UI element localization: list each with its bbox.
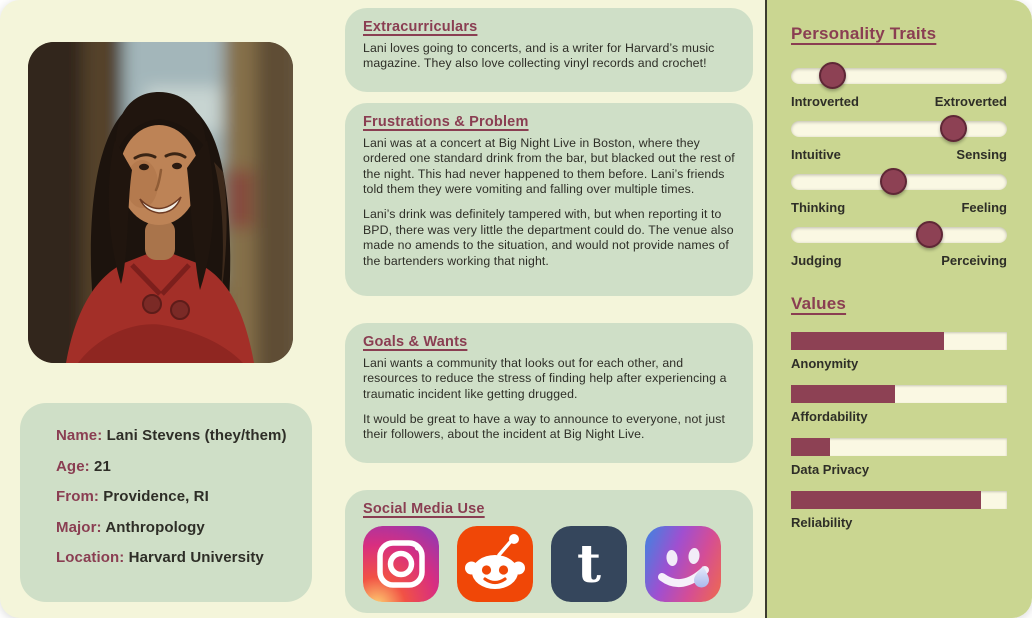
bar-fill bbox=[791, 438, 830, 456]
instagram-icon[interactable] bbox=[363, 526, 439, 602]
personality-traits-title: Personality Traits bbox=[791, 24, 937, 43]
slider-knob[interactable] bbox=[819, 62, 846, 89]
section-paragraph: It would be great to have a way to announce to everyone, not just their followers, about the incident at Big Night Live. bbox=[363, 412, 725, 442]
section-paragraph: Lani loves going to concerts, and is a writer for Harvard’s music magazine. They also love collecting vinyl records and crochet! bbox=[363, 41, 715, 71]
slider-label-right: Sensing bbox=[956, 147, 1007, 162]
value-bar-data-privacy bbox=[791, 438, 1007, 477]
profile-info-card bbox=[20, 403, 312, 602]
slider-label-right: Feeling bbox=[961, 200, 1007, 215]
bar-fill bbox=[791, 491, 981, 509]
social-icons-row bbox=[363, 526, 735, 602]
field-value: 21 bbox=[89, 457, 111, 475]
slider-track[interactable] bbox=[791, 68, 1007, 84]
bar-fill bbox=[791, 385, 895, 403]
section-title: Social Media Use bbox=[363, 501, 485, 517]
right-panel bbox=[765, 0, 1032, 618]
section-title: Extracurriculars bbox=[363, 19, 478, 35]
bar-track bbox=[791, 385, 1007, 403]
slider-label-left: Intuitive bbox=[791, 147, 841, 162]
profile-field-name bbox=[56, 427, 298, 444]
profile-field-age bbox=[56, 458, 298, 475]
frustrations-section bbox=[345, 103, 753, 296]
reddit-icon[interactable] bbox=[457, 526, 533, 602]
slider-label-right: Perceiving bbox=[941, 253, 1007, 268]
slider-knob[interactable] bbox=[880, 168, 907, 195]
section-paragraph: Lani’s drink was definitely tampered with, but when reporting it to BPD, there was very little the department could do. The venue also made no amends to the situation, and would not provide names of the bartenders working that night. bbox=[363, 207, 734, 268]
field-label: Age: bbox=[56, 457, 90, 475]
extracurriculars-section bbox=[345, 8, 753, 92]
slider-intuitive-sensing bbox=[791, 121, 1007, 162]
section-title: Frustrations & Problem bbox=[363, 114, 529, 130]
svg-text:t: t bbox=[576, 534, 602, 595]
portrait-illustration bbox=[28, 42, 293, 363]
field-label: Major: bbox=[56, 518, 102, 536]
profile-field-from bbox=[56, 488, 298, 505]
sidechat-icon[interactable] bbox=[645, 526, 721, 602]
slider-thinking-feeling bbox=[791, 174, 1007, 215]
tumblr-icon[interactable] bbox=[551, 526, 627, 602]
goals-section bbox=[345, 323, 753, 463]
slider-track[interactable] bbox=[791, 227, 1007, 243]
bar-label: Reliability bbox=[791, 515, 853, 530]
field-value: Anthropology bbox=[101, 518, 205, 536]
profile-field-major bbox=[56, 519, 298, 536]
value-bar-affordability bbox=[791, 385, 1007, 424]
slider-track[interactable] bbox=[791, 121, 1007, 137]
bar-track bbox=[791, 332, 1007, 350]
persona-photo bbox=[28, 42, 293, 363]
bar-track bbox=[791, 438, 1007, 456]
profile-field-location bbox=[56, 549, 298, 566]
field-label: Location: bbox=[56, 549, 125, 566]
field-value: Providence, RI bbox=[99, 488, 209, 505]
slider-track[interactable] bbox=[791, 174, 1007, 190]
field-label: Name: bbox=[56, 427, 103, 444]
section-paragraph: Lani wants a community that looks out for each other, and resources to reduce the stress of finding help after experiencing a traumatic incident like getting drugged. bbox=[363, 356, 727, 401]
bar-label: Anonymity bbox=[791, 356, 859, 371]
section-paragraph: Lani was at a concert at Big Night Live in Boston, where they ordered one standard drink from the bar, but blacked out the rest of the night. This had never happened to them before. Lani’s friends told them they were vomiting and falling over multiple times. bbox=[363, 136, 735, 197]
slider-label-right: Extroverted bbox=[934, 94, 1007, 109]
slider-judging-perceiving bbox=[791, 227, 1007, 268]
bar-track bbox=[791, 491, 1007, 509]
section-title: Goals & Wants bbox=[363, 334, 468, 350]
field-value: Harvard University bbox=[124, 549, 264, 566]
slider-label-left: Thinking bbox=[791, 200, 846, 215]
social-media-section bbox=[345, 490, 753, 613]
values-title: Values bbox=[791, 294, 847, 313]
bar-label: Data Privacy bbox=[791, 462, 870, 477]
slider-knob[interactable] bbox=[940, 115, 967, 142]
field-label: From: bbox=[56, 488, 99, 505]
value-bar-reliability bbox=[791, 491, 1007, 530]
slider-label-left: Introverted bbox=[791, 94, 859, 109]
slider-knob[interactable] bbox=[916, 221, 943, 248]
value-bar-anonymity bbox=[791, 332, 1007, 371]
slider-label-left: Judging bbox=[791, 253, 842, 268]
field-value: Lani Stevens (they/them) bbox=[102, 427, 287, 444]
bar-fill bbox=[791, 332, 944, 350]
slider-introvert-extrovert bbox=[791, 68, 1007, 109]
bar-label: Affordability bbox=[791, 409, 868, 424]
